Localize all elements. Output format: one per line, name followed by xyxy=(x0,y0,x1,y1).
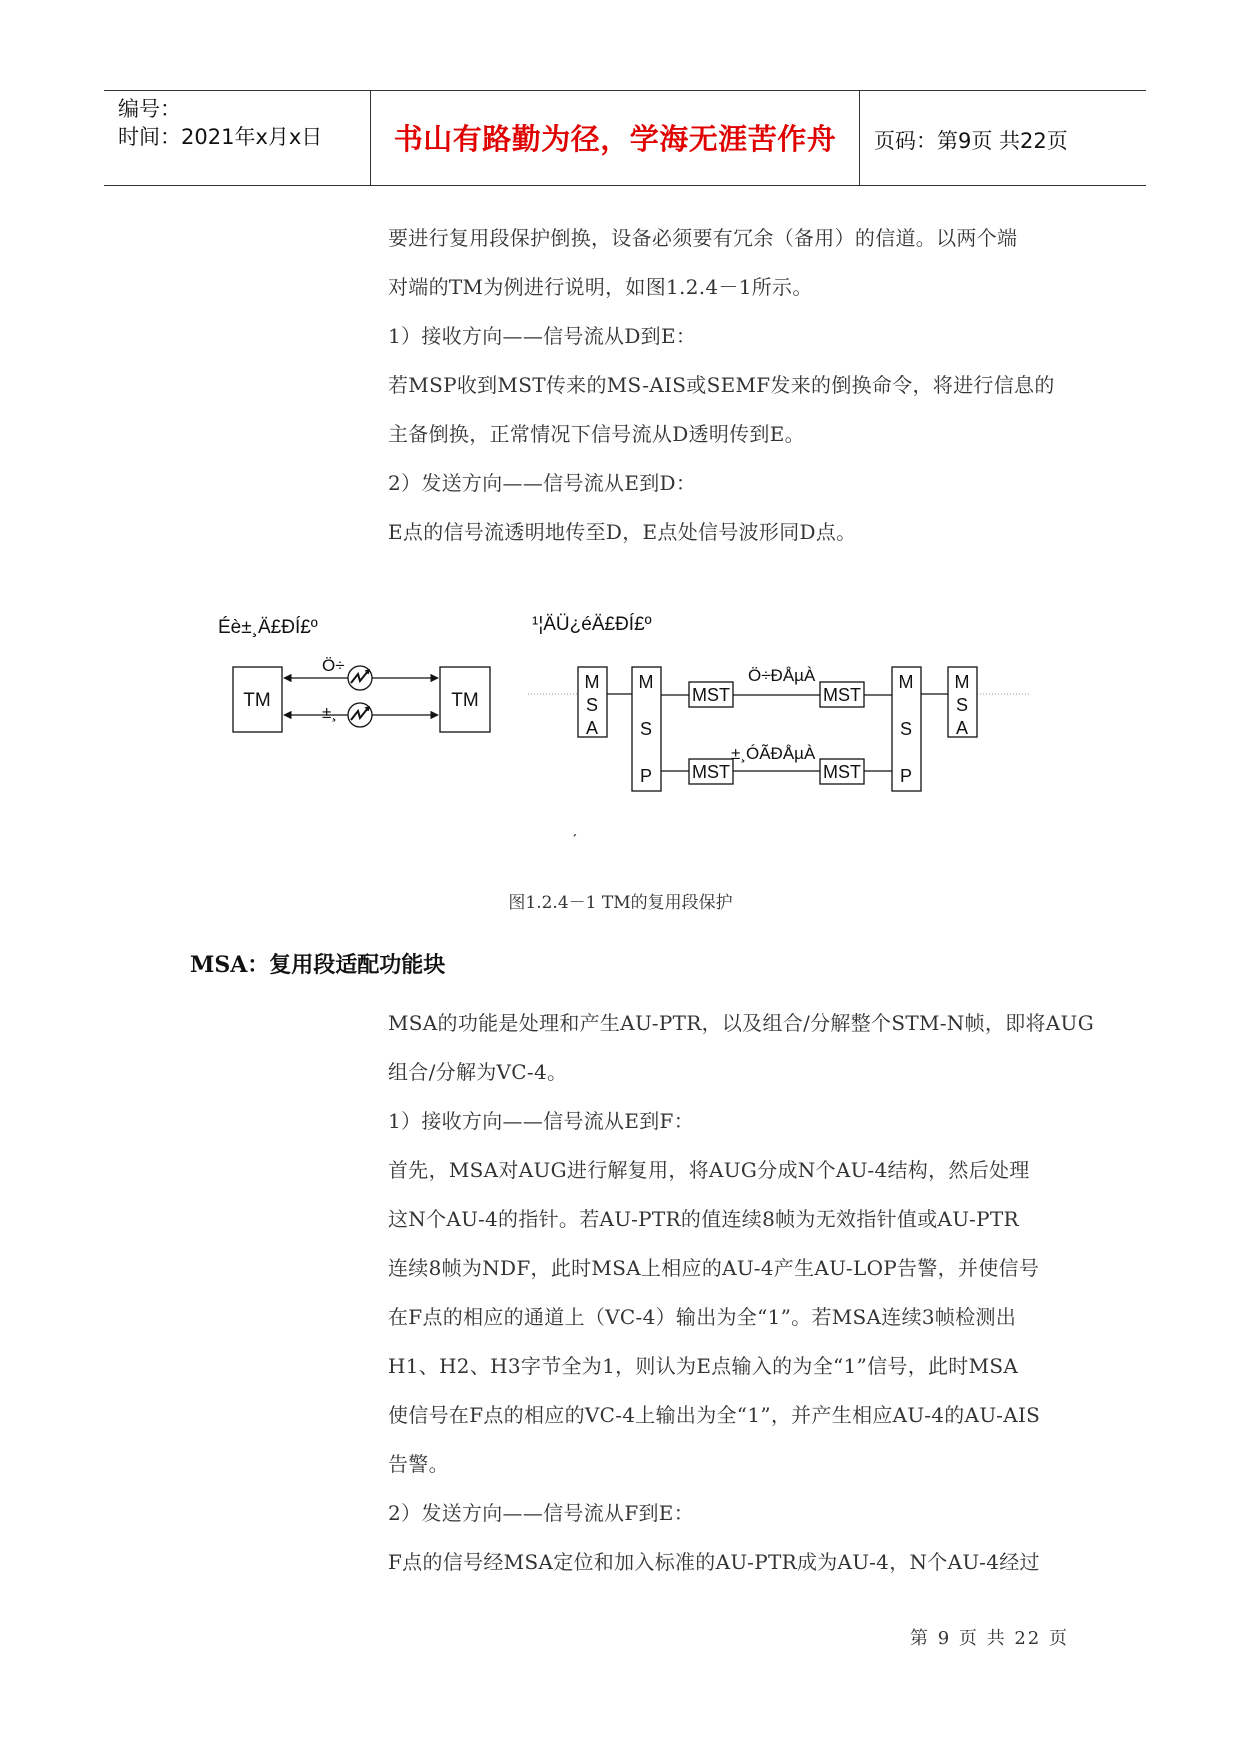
paragraph-line: 使信号在F点的相应的VC-4上输出为全“1”，并产生相应AU-4的AU-AIS xyxy=(388,1403,1041,1427)
paragraph-line: 1）接收方向——信号流从D到E： xyxy=(388,324,697,348)
figure-left-title: Éè±¸Ä£ÐÍ£º xyxy=(218,617,318,638)
msp-right-letter: S xyxy=(899,719,913,739)
paragraph-line: 首先，MSA对AUG进行解复用，将AUG分成N个AU-4结构，然后处理 xyxy=(388,1158,1030,1182)
mst-label: MST xyxy=(823,685,861,705)
paragraph-line: 2）发送方向——信号流从F到E： xyxy=(388,1501,695,1525)
doc-number-label: 编号： xyxy=(118,97,181,121)
standby-fiber-icon xyxy=(348,703,372,727)
msp-left-letter: M xyxy=(638,672,654,692)
msa-right-letter: S xyxy=(955,695,969,715)
header-motto: 书山有路勤为径，学海无涯苦作舟 xyxy=(393,122,837,156)
paragraph-line: 对端的TM为例进行说明，如图1.2.4－1所示。 xyxy=(388,275,813,299)
standby-mark: ±¸ xyxy=(322,703,337,722)
paragraph-line: MSA的功能是处理和产生AU-PTR，以及组合/分解整个STM-N帧，即将AUG xyxy=(388,1011,1094,1035)
figure-right-title: ¹¦ÄÜ¿éÄ£ÐÍ£º xyxy=(532,614,652,635)
paragraph-line: 告警。 xyxy=(388,1452,449,1476)
doc-time-label: 时间：2021年x月x日 xyxy=(118,125,323,149)
paragraph-line: 2）发送方向——信号流从E到D： xyxy=(388,471,697,495)
mst-label: MST xyxy=(692,685,730,705)
paragraph-line: 在F点的相应的通道上（VC-4）输出为全“1”。若MSA连续3帧检测出 xyxy=(388,1305,1017,1329)
msa-left-letter: A xyxy=(585,718,599,738)
paragraph-line: H1、H2、H3字节全为1，则认为E点输入的为全“1”信号，此时MSA xyxy=(388,1354,1019,1378)
standby-path-label: ±¸ÓÃÐÅµÀ xyxy=(731,744,816,763)
msa-right-letter: A xyxy=(955,718,969,738)
paragraph-line: 要进行复用段保护倒换，设备必须要有冗余（备用）的信道。以两个端 xyxy=(388,226,1018,250)
msa-right-letter: M xyxy=(954,672,970,692)
paragraph-line: 组合/分解为VC-4。 xyxy=(388,1060,568,1084)
paragraph-line: 若MSP收到MST传来的MS-AIS或SEMF发来的倒换命令，将进行信息的 xyxy=(388,373,1055,397)
mst-label: MST xyxy=(692,762,730,782)
tm-left-label: TM xyxy=(243,690,271,711)
msa-left-letter: S xyxy=(585,695,599,715)
mst-label: MST xyxy=(823,762,861,782)
header-page-label: 页码：第9页 共22页 xyxy=(874,129,1068,153)
figure-caption: 图1.2.4－1 TM的复用段保护 xyxy=(508,893,733,913)
paragraph-line: 连续8帧为NDF，此时MSA上相应的AU-4产生AU-LOP告警，并使信号 xyxy=(388,1256,1040,1280)
tm-right-label: TM xyxy=(451,690,479,711)
msp-left-letter: P xyxy=(639,766,653,786)
msp-right-letter: P xyxy=(899,766,913,786)
main-fiber-icon xyxy=(348,666,372,690)
paragraph-line: 这N个AU-4的指针。若AU-PTR的值连续8帧为无效指针值或AU-PTR xyxy=(388,1207,1019,1231)
page-footer: 第 9 页 共 22 页 xyxy=(910,1628,1069,1649)
stray-mark: ˊ xyxy=(572,833,578,850)
msp-left-letter: S xyxy=(639,719,653,739)
paragraph-line: 1）接收方向——信号流从E到F： xyxy=(388,1109,695,1133)
msp-right-letter: M xyxy=(898,672,914,692)
main-mark: Ö÷ xyxy=(322,656,345,675)
paragraph-line: F点的信号经MSA定位和加入标准的AU-PTR成为AU-4，N个AU-4经过 xyxy=(388,1550,1040,1574)
paragraph-line: 主备倒换，正常情况下信号流从D透明传到E。 xyxy=(388,422,805,446)
main-path-label: Ö÷ÐÅµÀ xyxy=(748,666,816,685)
section-heading: MSA：复用段适配功能块 xyxy=(190,952,446,978)
msa-left-letter: M xyxy=(584,672,600,692)
paragraph-line: E点的信号流透明地传至D，E点处信号波形同D点。 xyxy=(388,520,857,544)
